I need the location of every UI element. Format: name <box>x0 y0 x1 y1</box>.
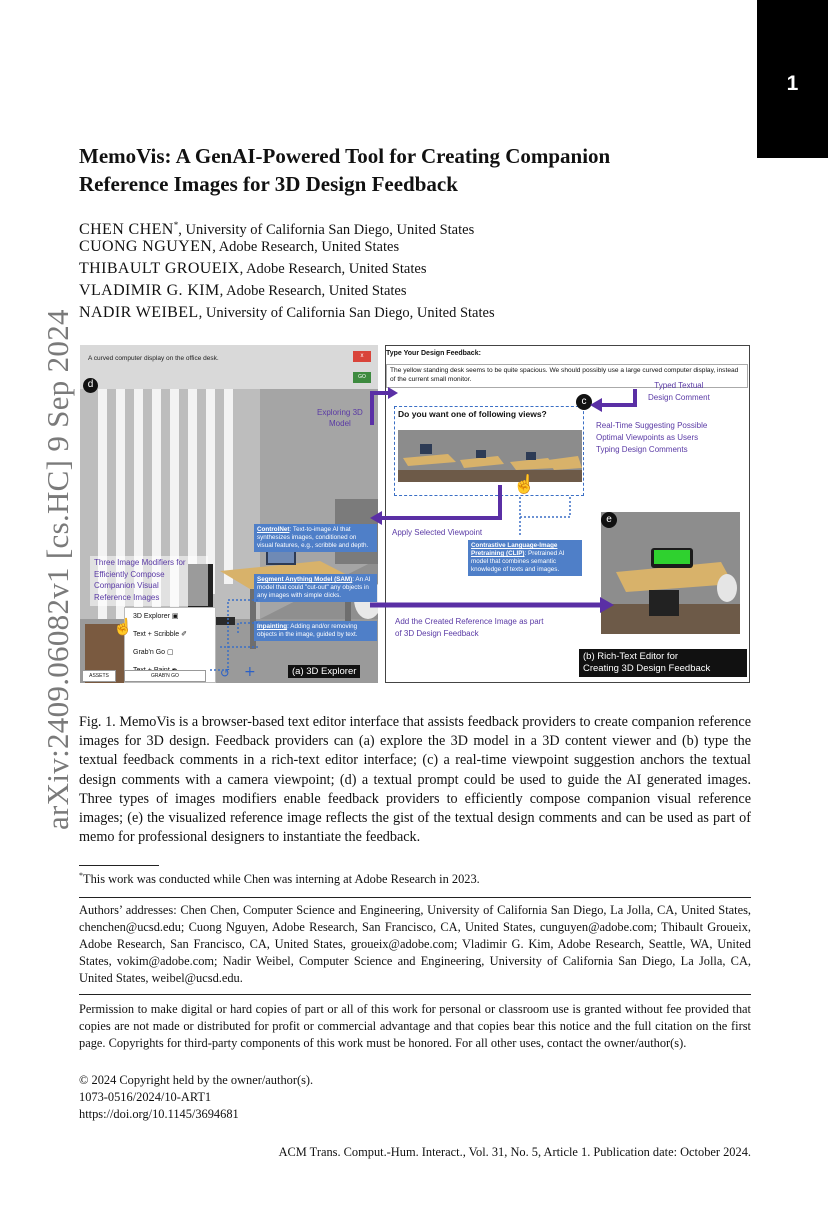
brush-icon: ✐ <box>181 631 187 638</box>
clip-title: Contrastive Language-Image Pretraining (CLIP) <box>471 542 558 557</box>
author-affiliation: , Adobe Research, United States <box>219 283 407 299</box>
title-line-1: MemoVis: A GenAI-Powered Tool for Creating Companion <box>79 144 611 168</box>
prompt-bar <box>80 345 378 389</box>
sam-desc: : An AI model that could "cut-out" any objects in any images with simple clicks. <box>257 576 371 599</box>
page-number: 1 <box>786 72 799 95</box>
footnote-rule <box>79 865 159 866</box>
author-name: VLADIMIR G. KIM <box>79 282 220 299</box>
inpainting-desc: : Adding and/or removing objects in the image, guided by text. <box>257 623 358 638</box>
menu-item-text-scribble[interactable] <box>133 630 187 638</box>
controlnet-desc: : Text-to-image AI that synthesizes images, conditioned on visual features, e.g., scribble and depth. <box>257 526 369 549</box>
clip-desc: : Pretrained AI model that combines semantic knowledge of texts and images. <box>471 550 565 573</box>
typed-comment-label: Typed Textual Design Comment <box>648 381 710 402</box>
close-button[interactable]: x <box>353 351 371 362</box>
panel-a-label: (a) 3D Explorer <box>288 665 360 678</box>
author-name: NADIR WEIBEL <box>79 304 199 321</box>
author-affiliation: , Adobe Research, United States <box>239 261 427 277</box>
menu-item-label: 3D Explorer <box>133 613 170 620</box>
permission-notice: Permission to make digital or hard copies of part or all of this work for personal or classroom use is granted without fee provided that copies are not made or distributed for profit or commercial advantage and that copies bear this notice and the full citation on the first page. Copyrights for third-party components of this work must be honored. For all other uses, contact the owner/author(s). <box>79 1002 751 1050</box>
generated-reference-image[interactable] <box>601 512 740 634</box>
prompt-text[interactable]: A curved computer display on the office desk. <box>88 355 219 362</box>
menu-item-3d-explorer[interactable] <box>133 612 179 620</box>
author-mark: * <box>173 220 179 230</box>
exploring-label: Exploring 3D Model <box>317 408 363 428</box>
cube-icon: ▣ <box>171 613 179 620</box>
grab-n-go-button[interactable]: GRAB'N GO <box>124 670 206 682</box>
badge-e: e <box>601 512 617 528</box>
inpainting-title: Inpainting <box>257 623 288 630</box>
copyright-line: © 2024 Copyright held by the owner/author(s). <box>79 1073 314 1087</box>
add-icon[interactable]: + <box>244 664 256 680</box>
author-affiliation: , University of California San Diego, United States <box>198 305 495 321</box>
modifiers-label: Three Image Modifiers for Efficiently Compose Companion Visual Reference Images <box>94 558 186 602</box>
menu-item-label: Text + Scribble <box>133 631 180 638</box>
menu-item-label: Grab'n Go <box>133 649 166 656</box>
figure-caption: Fig. 1. MemoVis is a browser-based text editor interface that assists feedback providers to create companion reference images for 3D design. Feedback providers can (a) explore the 3D model in a 3D content viewer and (b) type the textual feedback comments in a rich-text editor interface; (c) a real-time viewpoint suggestion anchors the textual design comments with a camera viewpoint; (d) a textual prompt could be used to guide the AI generated images. Three types of images modifiers enable feedback providers to efficiently compose companion visual reference images; (e) the visualized reference image reflects the gist of the textual design comments and can be used as part of memo for professional designers to instantiate the feedback. <box>79 714 751 846</box>
ai-connectors <box>208 575 268 675</box>
author-name: CHEN CHEN <box>79 220 174 238</box>
assets-button[interactable]: ASSETS <box>82 670 116 682</box>
author-affiliation: , Adobe Research, United States <box>212 239 400 255</box>
paper-title <box>79 142 749 198</box>
realtime-label: Real-Time Suggesting Possible Optimal Viewpoints as Users Typing Design Comments <box>596 421 708 454</box>
author-affiliation: , University of California San Diego, United States <box>178 221 475 238</box>
section-rule <box>79 897 751 898</box>
author-line <box>79 280 407 302</box>
add-reference-label: Add the Created Reference Image as part of 3D Design Feedback <box>395 617 544 638</box>
controlnet-box <box>254 524 377 552</box>
badge-d: d <box>83 378 98 393</box>
inpainting-box <box>254 621 377 641</box>
panel-rich-text-editor <box>385 345 750 683</box>
footnote <box>79 871 751 887</box>
go-button[interactable]: GO <box>353 372 371 383</box>
footnote-mark: * <box>79 871 83 880</box>
panel-b-label: (b) Rich-Text Editor for Creating 3D Design Feedback <box>579 649 747 677</box>
teaser-figure <box>80 345 750 683</box>
doi-link[interactable]: https://doi.org/10.1145/3694681 <box>79 1107 239 1121</box>
feedback-textarea[interactable]: The yellow standing desk seems to be quite spacious. We should possibly use a large curved computer display, instead of the current small monitor. <box>386 364 748 388</box>
section-rule <box>79 994 751 995</box>
sam-box <box>254 574 377 602</box>
journal-footer: ACM Trans. Comput.-Hum. Interact., Vol. 31, No. 5, Article 1. Publication date: October 2024. <box>278 1145 751 1159</box>
arxiv-stamp: arXiv:2409.06082v1 [cs.HC] 9 Sep 2024 <box>40 309 75 830</box>
undo-icon[interactable]: ↺ <box>220 666 231 680</box>
controlnet-title: ControlNet <box>257 526 290 533</box>
apply-viewpoint-label: Apply Selected Viewpoint <box>392 528 483 537</box>
views-question: Do you want one of following views? <box>398 409 547 419</box>
issn-line: 1073-0516/2024/10-ART1 <box>79 1090 212 1104</box>
badge-c: c <box>576 394 592 410</box>
pointer-cursor-icon: ☝ <box>513 474 536 494</box>
author-line <box>79 236 399 258</box>
author-line <box>79 302 495 324</box>
author-name: CUONG NGUYEN <box>79 238 213 255</box>
feedback-header: Type Your Design Feedback: <box>386 350 481 357</box>
clip-box <box>468 540 582 576</box>
author-name: THIBAULT GROUEIX <box>79 260 240 277</box>
author-line <box>79 258 426 280</box>
viewpoint-thumbnails[interactable] <box>398 430 582 482</box>
footnote-text: This work was conducted while Chen was interning at Adobe Research in 2023. <box>83 872 480 887</box>
hand-cursor-icon: ☝ <box>113 619 133 636</box>
crop-icon: ▢ <box>167 649 174 656</box>
author-addresses: Authors’ addresses: Chen Chen, Computer Science and Engineering, University of California San Diego, La Jolla, CA, United States, chenchen@ucsd.edu; Cuong Nguyen, Adobe Research, San Francisco, CA, United States, cunguyen@adobe.com; Thibault Groueix, Adobe Research, San Francisco, CA, United States, groueix@adobe.com; Vladimir G. Kim, Adobe Research, Seattle, WA, United States, vokim@adobe.com; Nadir Weibel, Computer Science and Engineering, University of California San Diego, La Jolla, CA, United States, weibel@ucsd.edu. <box>79 903 751 985</box>
sam-title: Segment Anything Model (SAM) <box>257 576 353 583</box>
menu-item-grab-n-go[interactable] <box>133 648 174 656</box>
title-line-2: Reference Images for 3D Design Feedback <box>79 172 458 196</box>
